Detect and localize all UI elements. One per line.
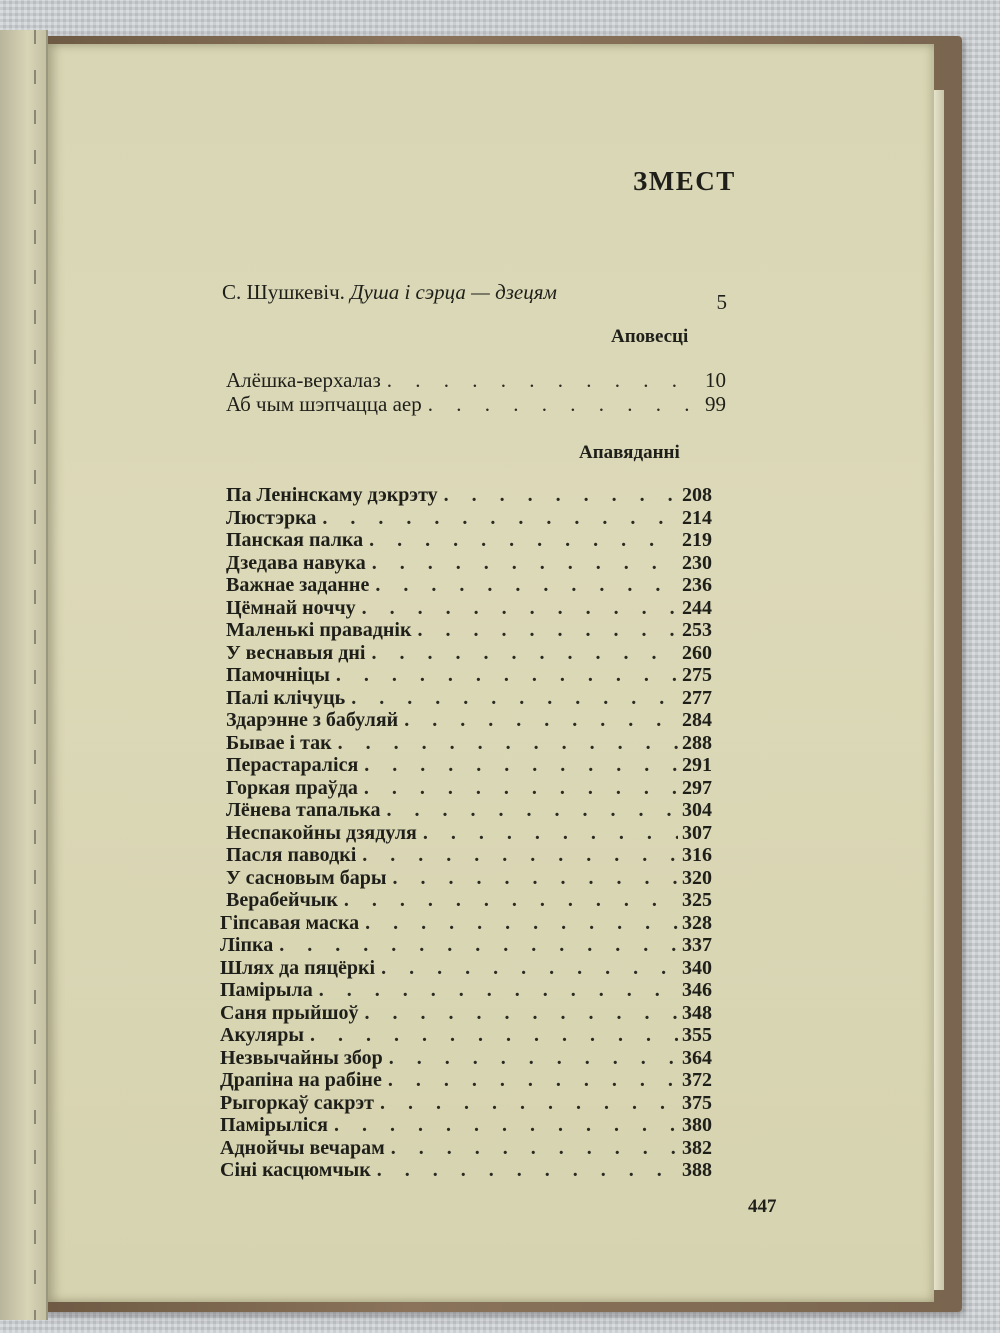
toc-entry bbox=[226, 867, 712, 890]
toc-entry-page: 304 bbox=[682, 799, 712, 821]
intro-work-title: Душа і сэрца — дзецям bbox=[350, 280, 557, 304]
dot-leader bbox=[386, 867, 678, 890]
intro-author: С. Шушкевіч. bbox=[222, 280, 345, 304]
toc-entry-title: Памірыліся bbox=[220, 1114, 328, 1136]
toc-entry-page: 236 bbox=[682, 574, 712, 596]
section-heading: Апавяданні bbox=[579, 442, 680, 463]
toc-entry-page: 288 bbox=[682, 731, 712, 754]
toc-entry-title: Бывае і так bbox=[226, 731, 332, 754]
toc-entry bbox=[226, 619, 712, 642]
toc-entry-page: 208 bbox=[682, 484, 712, 506]
toc-entry bbox=[220, 957, 712, 980]
dot-leader bbox=[358, 1002, 678, 1025]
toc-entry-title: Цёмнай ноччу bbox=[226, 596, 356, 619]
binding-thread bbox=[34, 30, 36, 1320]
toc-entry-page: 372 bbox=[682, 1069, 712, 1091]
toc-entry-page: 297 bbox=[682, 776, 712, 799]
toc-entry bbox=[226, 754, 712, 777]
dot-leader bbox=[304, 1024, 678, 1047]
toc-intro-entry bbox=[222, 280, 727, 314]
toc-entry-page: 260 bbox=[682, 641, 712, 664]
dot-leader bbox=[328, 1114, 678, 1137]
dot-leader bbox=[345, 687, 678, 710]
section-heading: Аповесці bbox=[611, 326, 689, 347]
toc-entry bbox=[226, 368, 726, 392]
toc-entry-title: У сасновым бары bbox=[226, 866, 387, 889]
dot-leader bbox=[330, 664, 678, 687]
book-page bbox=[48, 44, 934, 1302]
toc-entry bbox=[220, 1092, 712, 1115]
toc-entry-title: Гіпсавая маска bbox=[220, 911, 360, 934]
toc-entry-page: 375 bbox=[682, 1091, 712, 1114]
toc-entry-page: 346 bbox=[682, 979, 712, 1001]
dot-leader bbox=[381, 368, 692, 392]
dot-leader bbox=[422, 392, 692, 416]
toc-entry-title: Драпіна на рабіне bbox=[220, 1069, 382, 1091]
dot-leader bbox=[375, 957, 678, 980]
toc-entry-page: 214 bbox=[682, 506, 712, 529]
toc-entry-page: 337 bbox=[682, 934, 712, 956]
toc-entry-title: У веснавыя дні bbox=[226, 641, 366, 664]
toc-entry-title: Здарэнне з бабуляй bbox=[226, 709, 399, 731]
page-number: 447 bbox=[748, 1196, 777, 1217]
toc-entry-page: 382 bbox=[682, 1136, 712, 1159]
toc-entry-title: Саня прыйшоў bbox=[220, 1001, 359, 1024]
toc-entry-page: 10 bbox=[705, 368, 726, 392]
toc-entry bbox=[226, 529, 712, 552]
toc-entry-title: Памірыла bbox=[220, 979, 313, 1001]
toc-entry-page: 284 bbox=[682, 709, 712, 731]
toc-entry-page: 230 bbox=[682, 551, 712, 574]
dot-leader bbox=[381, 799, 678, 822]
toc-entry bbox=[226, 709, 712, 732]
toc-entry bbox=[226, 799, 712, 822]
toc-entry-page: 348 bbox=[682, 1001, 712, 1024]
dot-leader bbox=[332, 732, 678, 755]
toc-entry-title: Неспакойны дзядуля bbox=[226, 821, 417, 844]
section-entries bbox=[226, 368, 726, 416]
toc-entry bbox=[220, 1002, 712, 1025]
toc-entry bbox=[220, 1024, 712, 1047]
toc-entry-title: Незвычайны збор bbox=[220, 1046, 383, 1069]
toc-entry bbox=[226, 889, 712, 912]
toc-entry-page: 275 bbox=[682, 664, 712, 686]
page-block-edge bbox=[934, 90, 944, 1290]
toc-entry-title: Дзедава навука bbox=[226, 551, 366, 574]
dot-leader bbox=[412, 619, 679, 642]
toc-entry-page: 291 bbox=[682, 754, 712, 776]
toc-entry-title: Аднойчы вечарам bbox=[220, 1136, 385, 1159]
toc-entry bbox=[220, 1137, 712, 1160]
toc-entry bbox=[226, 574, 712, 597]
toc-entry-page: 325 bbox=[682, 889, 712, 911]
toc-entry-page: 364 bbox=[682, 1046, 712, 1069]
dot-leader bbox=[363, 529, 678, 552]
toc-entry bbox=[226, 732, 712, 755]
dot-leader bbox=[359, 912, 678, 935]
toc-entry-page: 328 bbox=[682, 911, 712, 934]
toc-entry-title: Рыгоркаў сакрэт bbox=[220, 1091, 374, 1114]
toc-entry-page: 307 bbox=[682, 821, 712, 844]
toc-entry-page: 219 bbox=[682, 529, 712, 551]
toc-entry-title: Люстэрка bbox=[226, 506, 317, 529]
toc-entry bbox=[220, 1114, 712, 1137]
dot-leader bbox=[417, 822, 678, 845]
toc-title: ЗМЕСТ bbox=[633, 166, 736, 196]
toc-entry-title: Важнае заданне bbox=[226, 574, 370, 596]
toc-entry bbox=[220, 1159, 712, 1182]
toc-entry-title: Палі клічуць bbox=[226, 686, 346, 709]
toc-entry bbox=[226, 507, 712, 530]
toc-entry-page: 388 bbox=[682, 1159, 712, 1181]
toc-entry-page: 380 bbox=[682, 1114, 712, 1136]
dot-leader bbox=[371, 1159, 678, 1182]
dot-leader bbox=[398, 709, 678, 732]
toc-entry bbox=[226, 484, 712, 507]
toc-entry bbox=[226, 664, 712, 687]
dot-leader bbox=[356, 597, 678, 620]
dot-leader bbox=[365, 642, 678, 665]
toc-entry-title: Шлях да пяцёркі bbox=[220, 956, 376, 979]
dot-leader bbox=[358, 754, 678, 777]
dot-leader bbox=[273, 934, 678, 957]
toc-entry bbox=[220, 912, 712, 935]
table-of-contents bbox=[48, 44, 934, 1302]
toc-entry-title: Па Ленінскаму дэкрэту bbox=[226, 484, 438, 506]
toc-entry bbox=[226, 844, 712, 867]
dot-leader bbox=[382, 1069, 678, 1092]
dot-leader bbox=[316, 507, 678, 530]
toc-entry bbox=[226, 552, 712, 575]
toc-entry-page: 355 bbox=[682, 1024, 712, 1046]
left-page-edge bbox=[0, 30, 48, 1320]
dot-leader bbox=[385, 1137, 678, 1160]
toc-entry-title: Горкая праўда bbox=[226, 776, 358, 799]
toc-entry-title: Панская палка bbox=[226, 529, 364, 551]
toc-entry-title: Маленькі праваднік bbox=[226, 619, 412, 641]
toc-entry-title: Ліпка bbox=[220, 934, 274, 956]
toc-entry bbox=[226, 392, 726, 416]
dot-leader bbox=[383, 1047, 678, 1070]
toc-entry-page: 320 bbox=[682, 866, 712, 889]
toc-entry-page: 253 bbox=[682, 619, 712, 641]
toc-entry bbox=[226, 822, 712, 845]
toc-entry bbox=[220, 979, 712, 1002]
dot-leader bbox=[366, 552, 678, 575]
dot-leader bbox=[369, 574, 678, 597]
toc-entry bbox=[220, 934, 712, 957]
toc-entry-title: Перастараліся bbox=[226, 754, 359, 776]
toc-entry bbox=[226, 597, 712, 620]
toc-entry-page: 99 bbox=[705, 392, 726, 416]
dot-leader bbox=[438, 484, 678, 507]
toc-entry-page: 340 bbox=[682, 956, 712, 979]
toc-entry-page: 316 bbox=[682, 844, 712, 866]
toc-entry-page: 244 bbox=[682, 596, 712, 619]
toc-entry bbox=[226, 687, 712, 710]
toc-entry-title: Акуляры bbox=[220, 1024, 304, 1046]
toc-entry bbox=[226, 642, 712, 665]
dot-leader bbox=[358, 777, 678, 800]
toc-entry-title: Пасля паводкі bbox=[226, 844, 357, 866]
toc-entry-title: Лёнева тапалька bbox=[226, 799, 381, 821]
section-entries bbox=[220, 484, 712, 1182]
dot-leader bbox=[374, 1092, 678, 1115]
toc-entry-page: 277 bbox=[682, 686, 712, 709]
toc-entry bbox=[220, 1069, 712, 1092]
toc-entry-title: Сіні касцюмчык bbox=[220, 1159, 371, 1181]
dot-leader bbox=[338, 889, 678, 912]
toc-entry-title: Верабейчык bbox=[226, 889, 338, 911]
toc-entry-title: Памочніцы bbox=[226, 664, 330, 686]
dot-leader bbox=[356, 844, 678, 867]
dot-leader bbox=[313, 979, 678, 1002]
toc-entry bbox=[220, 1047, 712, 1070]
intro-page-number: 5 bbox=[716, 290, 727, 314]
toc-entry-title: Алёшка-верхалаз bbox=[226, 368, 381, 392]
toc-entry-title: Аб чым шэпчацца аер bbox=[226, 392, 422, 416]
toc-entry bbox=[226, 777, 712, 800]
